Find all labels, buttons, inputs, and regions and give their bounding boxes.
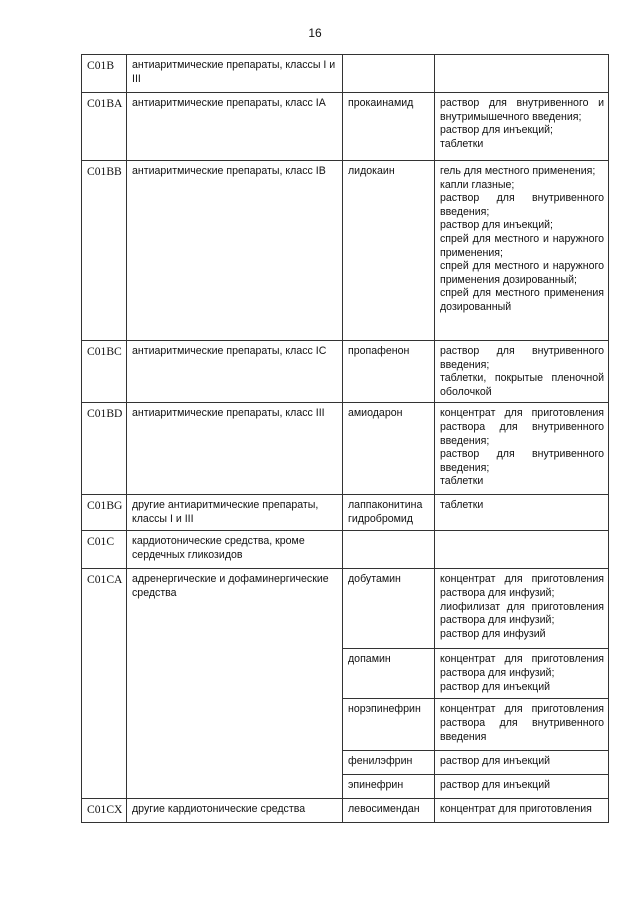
group-description-cell: другие антиаритмические препараты, классы I и III bbox=[127, 495, 343, 531]
group-description-cell: антиаритмические препараты, класс IA bbox=[127, 93, 343, 161]
dosage-form: раствор для инъекций bbox=[440, 779, 551, 792]
atc-code-cell: C01BB bbox=[82, 161, 127, 341]
dosage-form: капли глазные; bbox=[440, 178, 515, 191]
dosage-form: раствор для инъекций bbox=[440, 680, 551, 693]
drug-name-cell: амиодарон bbox=[343, 403, 435, 495]
dosage-form: спрей для местного и наружного применения дозированный; bbox=[440, 260, 604, 286]
drug-name-cell: левосимендан bbox=[343, 799, 435, 823]
dosage-forms-cell bbox=[435, 55, 609, 93]
dosage-form: раствор для инъекций; bbox=[440, 124, 553, 137]
drug-name-cell: фенилэфрин bbox=[343, 751, 435, 775]
group-description-cell: антиаритмические препараты, класс III bbox=[127, 403, 343, 495]
dosage-form: концентрат для приготовления раствора для внутривенного введения; bbox=[440, 407, 604, 447]
group-description-cell: антиаритмические препараты, класс IC bbox=[127, 341, 343, 403]
atc-code-cell: C01BG bbox=[82, 495, 127, 531]
drug-name-cell: норэпинефрин bbox=[343, 699, 435, 751]
group-description-cell: антиаритмические препараты, класс IB bbox=[127, 161, 343, 341]
atc-code-cell: C01BD bbox=[82, 403, 127, 495]
dosage-form: раствор для инфузий bbox=[440, 627, 546, 640]
table-row bbox=[82, 161, 609, 341]
group-description-cell: антиаритмические препараты, классы I и III bbox=[127, 55, 343, 93]
page-number: 16 bbox=[308, 26, 322, 40]
dosage-form: раствор для внутривенного введения; bbox=[440, 448, 604, 474]
drug-name-cell: допамин bbox=[343, 649, 435, 699]
drug-name-cell bbox=[343, 55, 435, 93]
dosage-form: таблетки bbox=[440, 475, 484, 488]
atc-code-cell: C01BA bbox=[82, 93, 127, 161]
table-row bbox=[82, 341, 609, 403]
dosage-forms-cell bbox=[435, 495, 609, 531]
dosage-forms-cell bbox=[435, 699, 609, 751]
drug-name-cell: прокаинамид bbox=[343, 93, 435, 161]
table-row bbox=[82, 93, 609, 161]
table-row bbox=[82, 531, 609, 569]
dosage-forms-cell bbox=[435, 531, 609, 569]
dosage-form: раствор для инъекций bbox=[440, 755, 551, 768]
table-row bbox=[82, 403, 609, 495]
dosage-form: концентрат для приготовления раствора для инфузий; bbox=[440, 653, 604, 679]
dosage-form: таблетки bbox=[440, 137, 484, 150]
dosage-forms-cell bbox=[435, 161, 609, 341]
dosage-forms-cell bbox=[435, 93, 609, 161]
dosage-form: раствор для внутривенного введения; bbox=[440, 345, 604, 371]
table-row bbox=[82, 55, 609, 93]
drug-name-cell: лаппаконитина гидробромид bbox=[343, 495, 435, 531]
dosage-forms-cell bbox=[435, 799, 609, 823]
dosage-forms-cell bbox=[435, 649, 609, 699]
atc-code-cell: C01BC bbox=[82, 341, 127, 403]
atc-code-cell: C01CA bbox=[82, 569, 127, 799]
drug-name-cell: эпинефрин bbox=[343, 775, 435, 799]
group-description-cell: кардиотонические средства, кроме сердечных гликозидов bbox=[127, 531, 343, 569]
dosage-form: спрей для местного и наружного применения; bbox=[440, 232, 604, 259]
dosage-form: концентрат для приготовления раствора для внутривенного введения bbox=[440, 703, 604, 743]
dosage-form: раствор для внутривенного введения; bbox=[440, 192, 604, 218]
drug-name-cell: лидокаин bbox=[343, 161, 435, 341]
drug-name-cell: пропафенон bbox=[343, 341, 435, 403]
dosage-forms-cell bbox=[435, 341, 609, 403]
dosage-forms-cell bbox=[435, 775, 609, 799]
table-row bbox=[82, 799, 609, 823]
table-row bbox=[82, 495, 609, 531]
dosage-form: таблетки, покрытые пленочной оболочкой bbox=[440, 372, 604, 398]
dosage-form: раствор для инъекций; bbox=[440, 219, 553, 232]
atc-code-cell: C01B bbox=[82, 55, 127, 93]
group-description-cell: другие кардиотонические средства bbox=[127, 799, 343, 823]
dosage-forms-cell bbox=[435, 403, 609, 495]
dosage-form: концентрат для приготовления bbox=[440, 803, 592, 816]
dosage-form: спрей для местного применения дозированный bbox=[440, 287, 604, 313]
drug-name-cell: добутамин bbox=[343, 569, 435, 649]
dosage-form: раствор для внутривенного и внутримышечного введения; bbox=[440, 97, 604, 123]
dosage-form: гель для местного применения; bbox=[440, 165, 596, 177]
dosage-form: концентрат для приготовления раствора для инфузий; bbox=[440, 573, 604, 599]
drug-name-cell bbox=[343, 531, 435, 569]
atc-code-cell: C01C bbox=[82, 531, 127, 569]
dosage-forms-cell bbox=[435, 751, 609, 775]
atc-code-cell: C01CX bbox=[82, 799, 127, 823]
dosage-form: лиофилизат для приготовления раствора для инфузий; bbox=[440, 600, 604, 627]
dosage-forms-cell bbox=[435, 569, 609, 649]
table-row bbox=[82, 569, 609, 649]
dosage-form: таблетки bbox=[440, 499, 484, 512]
drug-table bbox=[81, 54, 609, 823]
group-description-cell: адренергические и дофаминергические средства bbox=[127, 569, 343, 799]
